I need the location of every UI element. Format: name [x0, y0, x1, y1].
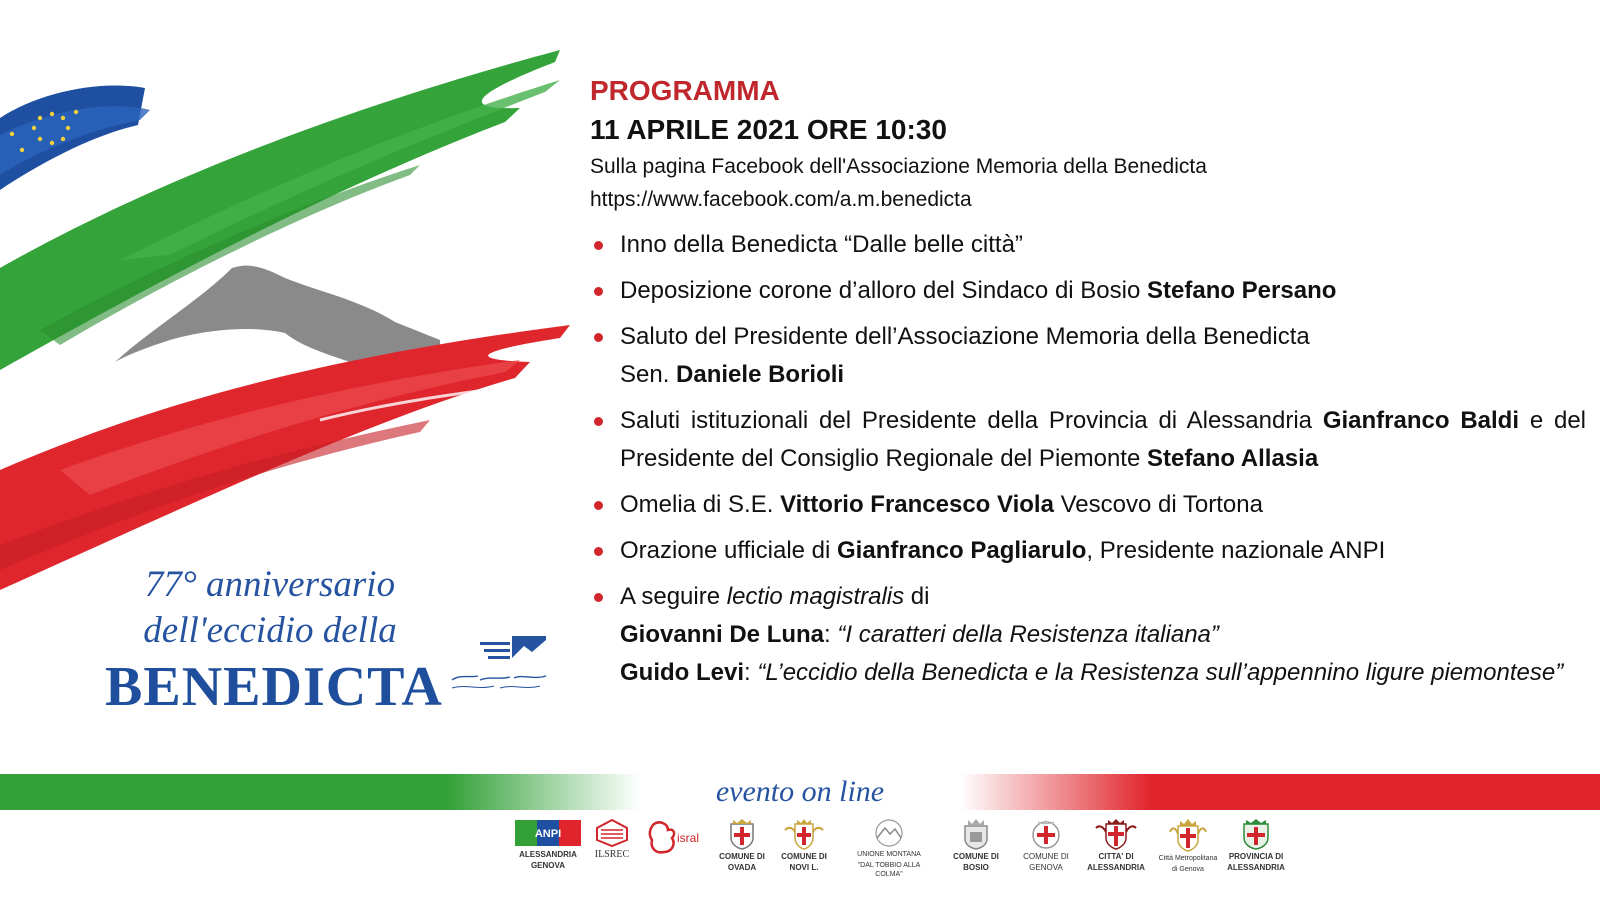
logo-unione-montana: UNIONE MONTANA "DAL TOBBIO ALLA COLMA" — [844, 818, 934, 879]
logo-provincia-alessandria: PROVINCIA DI ALESSANDRIA — [1216, 818, 1296, 872]
mountain-logo-icon — [869, 818, 909, 848]
svg-text:isral: isral — [676, 831, 700, 845]
logo-alessandria: CITTA' DI ALESSANDRIA — [1076, 818, 1156, 872]
logo-anpi: ANPI ALESSANDRIA GENOVA — [508, 818, 588, 870]
logo-genova: COMUNE DI GENOVA — [1006, 818, 1086, 872]
crest-icon — [727, 818, 757, 850]
associazione-memoria-logo — [450, 632, 560, 702]
list-item: Deposizione corone d’alloro del Sindaco di Bosio Stefano Persano — [590, 272, 1586, 310]
crest-icon — [1028, 818, 1064, 850]
program-venue: Sulla pagina Facebook dell'Associazione Memoria della Benedicta — [590, 155, 1207, 178]
anniversary-line1: 77° anniversario — [144, 564, 396, 605]
list-item: Omelia di S.E. Vittorio Francesco Viola Vescovo di Tortona — [590, 486, 1586, 524]
facebook-link[interactable]: https://www.facebook.com/a.m.benedicta — [590, 188, 972, 211]
program-title: PROGRAMMA — [590, 75, 780, 106]
logo-citta-metropolitana: Città Metropolitana di Genova — [1148, 818, 1228, 874]
list-item: A seguire lectio magistralis di Giovanni De Luna: “I caratteri della Resistenza italiana” Guido Levi: “L’eccidio della Benedicta e la Resistenza sull’appennino ligure piemontese” — [590, 578, 1586, 692]
program-list — [590, 226, 1586, 692]
list-item: Inno della Benedicta “Dalle belle città” — [590, 226, 1586, 264]
crest-icon — [1166, 818, 1210, 852]
anniversary-line3: BENEDICTA — [105, 656, 443, 718]
anniversary-title — [105, 562, 443, 720]
list-item: Saluti istituzionali del Presidente della Provincia di Alessandria Gianfranco Baldi e del Presidente del Consiglio Regionale del Piemonte Stefano Allasia — [590, 402, 1586, 478]
anniversary-line2: dell'eccidio della — [143, 610, 397, 651]
list-item: Orazione ufficiale di Gianfranco Pagliarulo, Presidente nazionale ANPI — [590, 532, 1586, 570]
crest-icon — [1236, 818, 1276, 850]
logo-novi: COMUNE DI NOVI L. — [764, 818, 844, 872]
program-section — [590, 72, 1586, 700]
logo-ovada: COMUNE DI OVADA — [702, 818, 782, 872]
program-date: 11 APRILE 2021 ORE 10:30 — [590, 114, 947, 145]
crest-icon — [960, 818, 992, 850]
evento-online-label: evento on line — [715, 775, 885, 808]
logo-bosio: COMUNE DI BOSIO — [936, 818, 1016, 872]
ilsrec-icon — [595, 818, 629, 848]
svg-text:ANPI: ANPI — [534, 828, 562, 840]
isral-icon — [646, 818, 706, 858]
logo-ilsrec: ILSREC — [572, 818, 652, 859]
crest-icon — [1094, 818, 1138, 850]
list-item: Saluto del Presidente dell’Associazione Memoria della Benedicta Sen. Daniele Borioli — [590, 318, 1586, 394]
crest-icon — [781, 818, 827, 850]
